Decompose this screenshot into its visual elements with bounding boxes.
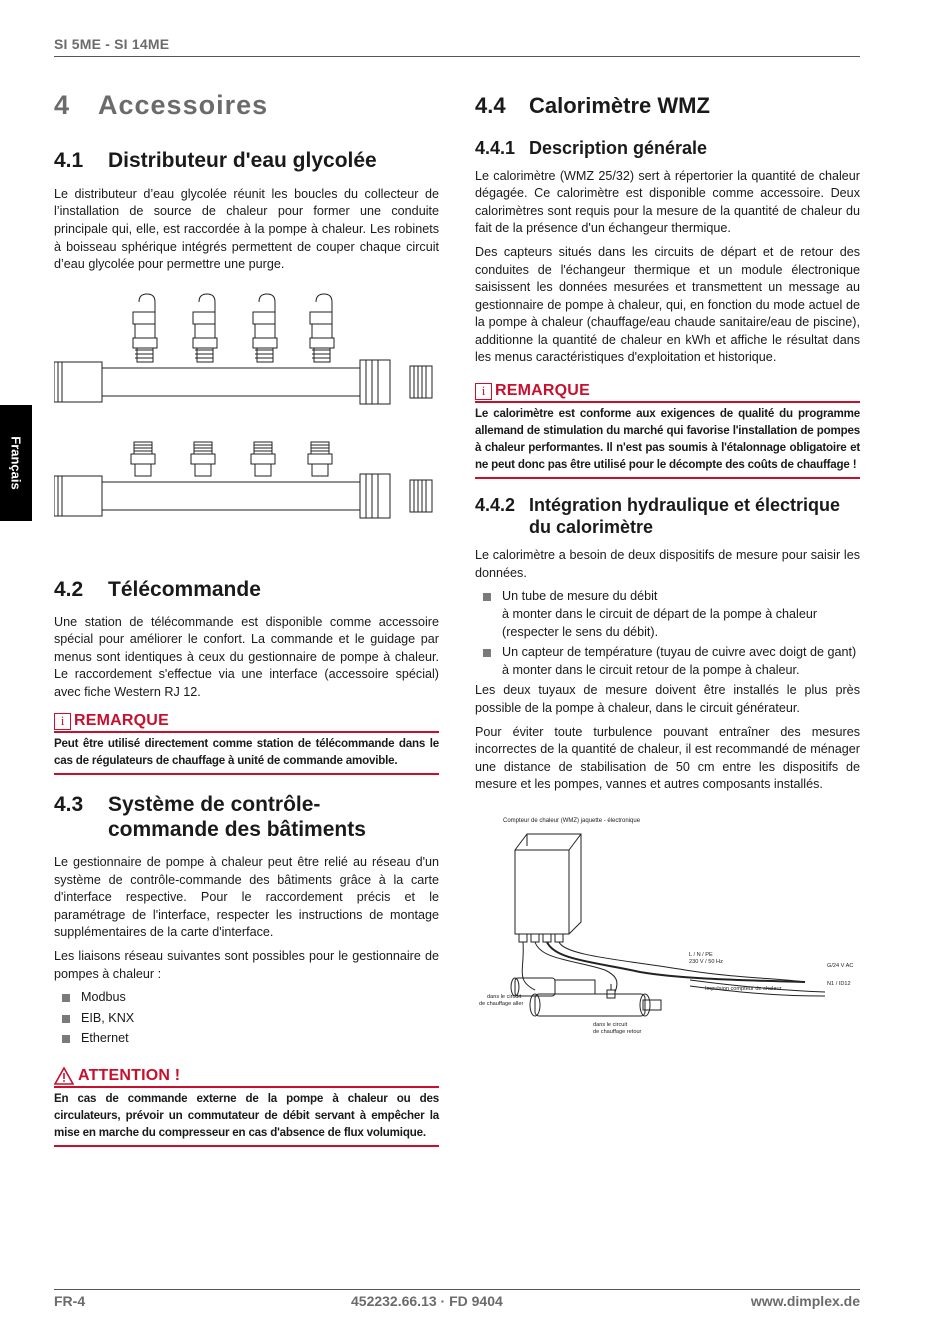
- distributor-pipe-top: [54, 360, 432, 404]
- label-retour-line1: dans le circuit: [593, 1021, 628, 1028]
- footer-page-number: FR-4: [54, 1293, 86, 1309]
- section-4-3-paragraph-1: Le gestionnaire de pompe à chaleur peut être relié au réseau d'un système de contrôle-commande des bâtiments grâce à la carte d'interface respective. Pour le raccordement précis et le paramétrage de l'interface, respecter les instructions de montage supplémentaires de la carte d'interface.: [54, 855, 439, 940]
- attention-note-4-3: [54, 1066, 439, 1147]
- chapter-title: Accessoires: [98, 90, 269, 120]
- info-icon: i: [54, 713, 71, 730]
- glycol-distributor-drawing: [54, 282, 439, 542]
- list-item: [475, 588, 860, 641]
- label-retour-line2: de chauffage retour: [593, 1028, 642, 1035]
- remark-note-4-2: [54, 712, 439, 775]
- chapter-number: 4: [54, 90, 71, 120]
- section-number: 4.2: [54, 577, 84, 601]
- section-title: Calorimètre WMZ: [529, 93, 710, 118]
- note-text: En cas de commande externe de la pompe à chaleur ou des circulateurs, prévoir un commutateur de débit servant à empêcher la mise en marche du compresseur en cas d'absence de flux volumique.: [54, 1091, 439, 1139]
- measuring-devices-list: [475, 588, 860, 679]
- footer-document-id: 452232.66.13 · FD 9404: [351, 1293, 503, 1309]
- list-item: Modbus: [54, 989, 439, 1007]
- footer-website-link[interactable]: www.dimplex.de: [750, 1293, 860, 1309]
- note-text: Le calorimètre est conforme aux exigences de qualité du programme allemand de stimulation du marché qui favorise l'installation de pompes à chaleur performantes. Il n'est pas soumis à l'étalonnage obligatoire et ne peut donc pas être utilisé pour le décompte des coûts de chauffage !: [475, 407, 860, 472]
- section-title: Description générale: [529, 137, 708, 158]
- note-title: REMARQUE: [495, 382, 590, 400]
- network-links-list: [54, 989, 439, 1048]
- label-230v: 230 V / 50 Hz: [689, 958, 723, 965]
- info-icon: i: [475, 383, 492, 400]
- label-g24: G/24 V AC: [827, 962, 854, 969]
- list-item: [475, 644, 860, 679]
- section-4-4-1-paragraph-1: Le calorimètre (WMZ 25/32) sert à répertorier la quantité de chaleur dégagée. Ce calorimètre est disponible comme accessoire. Deux calorimètres sont requis pour la mesure de la quantité de chaleur du fait de la présence d'un échangeur thermique.: [475, 168, 860, 236]
- heat-meter-wiring-diagram: [475, 810, 860, 1040]
- attention-note-header: [54, 1066, 180, 1086]
- chapter-heading: [54, 90, 439, 121]
- section-title: Télécommande: [108, 577, 261, 601]
- section-4-3-heading: [54, 793, 439, 843]
- section-number: 4.1: [54, 149, 84, 172]
- left-column: [54, 90, 439, 1147]
- list-item-line: Un capteur de température (tuyau de cuivre avec doigt de gant) à monter dans le circuit retour de la pompe à chaleur.: [502, 645, 857, 677]
- section-number: 4.4.2: [475, 495, 516, 516]
- section-4-3-paragraph-2: Les liaisons réseau suivantes sont possibles pour le gestionnaire de pompes à chaleur :: [54, 948, 439, 981]
- fitting-row-bottom: [131, 442, 332, 476]
- section-title: Distributeur d'eau glycolée: [108, 149, 377, 172]
- section-4-4-1-heading: [475, 138, 860, 160]
- section-title: [108, 793, 366, 843]
- section-4-4-1-paragraph-2: Des capteurs situés dans les circuits de départ et de retour des conduites de l'échangeur thermique et un module électronique saisissent les données mesurées et transmettent un message au gestionnaire de pompe à chaleur, qui, en fonction du mode actuel de la pompe à chaleur (chauffage/eau chaude sanitaire/eau de piscine), additionne la quantité de chaleur en kWh et affiche le résultat dans les menus caractéristiques d'exploitation et historique.: [475, 244, 860, 365]
- page-header-title: SI 5ME - SI 14ME: [54, 36, 170, 52]
- section-4-1-paragraph: Le distributeur d’eau glycolée réunit les boucles du collecteur de l’installation de source de chaleur pour former une conduite principale qui, elle, est raccordée à la pompe à chaleur. Les robinets à boisseau sphérique intégrés permettent de couper chaque circuit d’eau glycolée pour permettre une purge.: [54, 186, 439, 272]
- footer-rule: [54, 1289, 860, 1290]
- section-4-4-2-heading: [475, 495, 860, 538]
- valve-row-top: [133, 294, 334, 362]
- section-number: 4.4: [475, 93, 506, 118]
- section-number: 4.4.1: [475, 137, 516, 158]
- distributor-pipe-bottom: [54, 474, 432, 518]
- label-n1: N1 / ID12: [827, 980, 851, 987]
- section-title-line1: Système de contrôle-: [108, 793, 321, 817]
- right-column: [475, 93, 860, 1040]
- remark-note-4-4-1: [475, 382, 860, 479]
- list-item: Ethernet: [54, 1030, 439, 1048]
- section-title-line1: Intégration hydraulique et électrique: [529, 495, 841, 516]
- section-number: 4.3: [54, 793, 84, 817]
- remark-note-header: [54, 711, 169, 731]
- section-title-line2: commande des bâtiments: [108, 818, 366, 842]
- remark-note-header: [475, 381, 590, 401]
- section-title-line2: du calorimètre: [529, 516, 654, 537]
- section-4-4-2-paragraph-1: Le calorimètre a besoin de deux dispositifs de mesure pour saisir les données.: [475, 548, 860, 580]
- warning-triangle-icon: [54, 1067, 74, 1085]
- list-item-line: à monter dans le circuit de départ de la pompe à chaleur (respecter le sens du débit).: [502, 607, 818, 639]
- note-title: REMARQUE: [74, 712, 169, 730]
- label-aller-line1: dans le circuit: [487, 993, 522, 1000]
- header-rule: [54, 56, 860, 57]
- section-4-2-paragraph: Une station de télécommande est disponible comme accessoire spécial pour améliorer le confort. La commande et le guidage par menus sont identiques à ceux du gestionnaire de pompe à chaleur. Le raccordement s'effectue via une interface (accessoire spécial) avec fiche Western RJ 12.: [54, 614, 439, 699]
- label-impulse: Impulsion compteur de chaleur: [705, 985, 782, 992]
- note-title: ATTENTION !: [78, 1066, 181, 1084]
- label-aller-line2: de chauffage aller: [479, 1000, 524, 1007]
- section-4-4-2-paragraph-2: Les deux tuyaux de mesure doivent être installés le plus près possible de la pompe à chaleur, dans le circuit générateur.: [475, 683, 860, 716]
- label-lnpe: L / N / PE: [689, 951, 713, 958]
- section-title: [529, 495, 840, 538]
- section-4-2-heading: [54, 578, 439, 603]
- language-side-tab: [0, 405, 32, 521]
- section-4-4-2-paragraph-3: Pour éviter toute turbulence pouvant entraîner des mesures incorrectes de la quantité de chaleur, il est recommandé de ménager une distance de stabilisation de 50 cm entre les dispositifs de mesure et les pompes, vannes et autres composants installés.: [475, 724, 860, 792]
- section-4-1-heading: [54, 149, 439, 174]
- list-item-line: Un tube de mesure du débit: [502, 589, 658, 604]
- section-4-4-heading: [475, 93, 860, 119]
- diagram-caption: Compteur de chaleur (WMZ) jaquette - électronique: [503, 817, 641, 824]
- note-text: Peut être utilisé directement comme station de télécommande dans le cas de régulateurs de chauffage à unité de commande amovible.: [54, 737, 439, 768]
- language-label: Français: [8, 436, 24, 490]
- list-item: EIB, KNX: [54, 1010, 439, 1028]
